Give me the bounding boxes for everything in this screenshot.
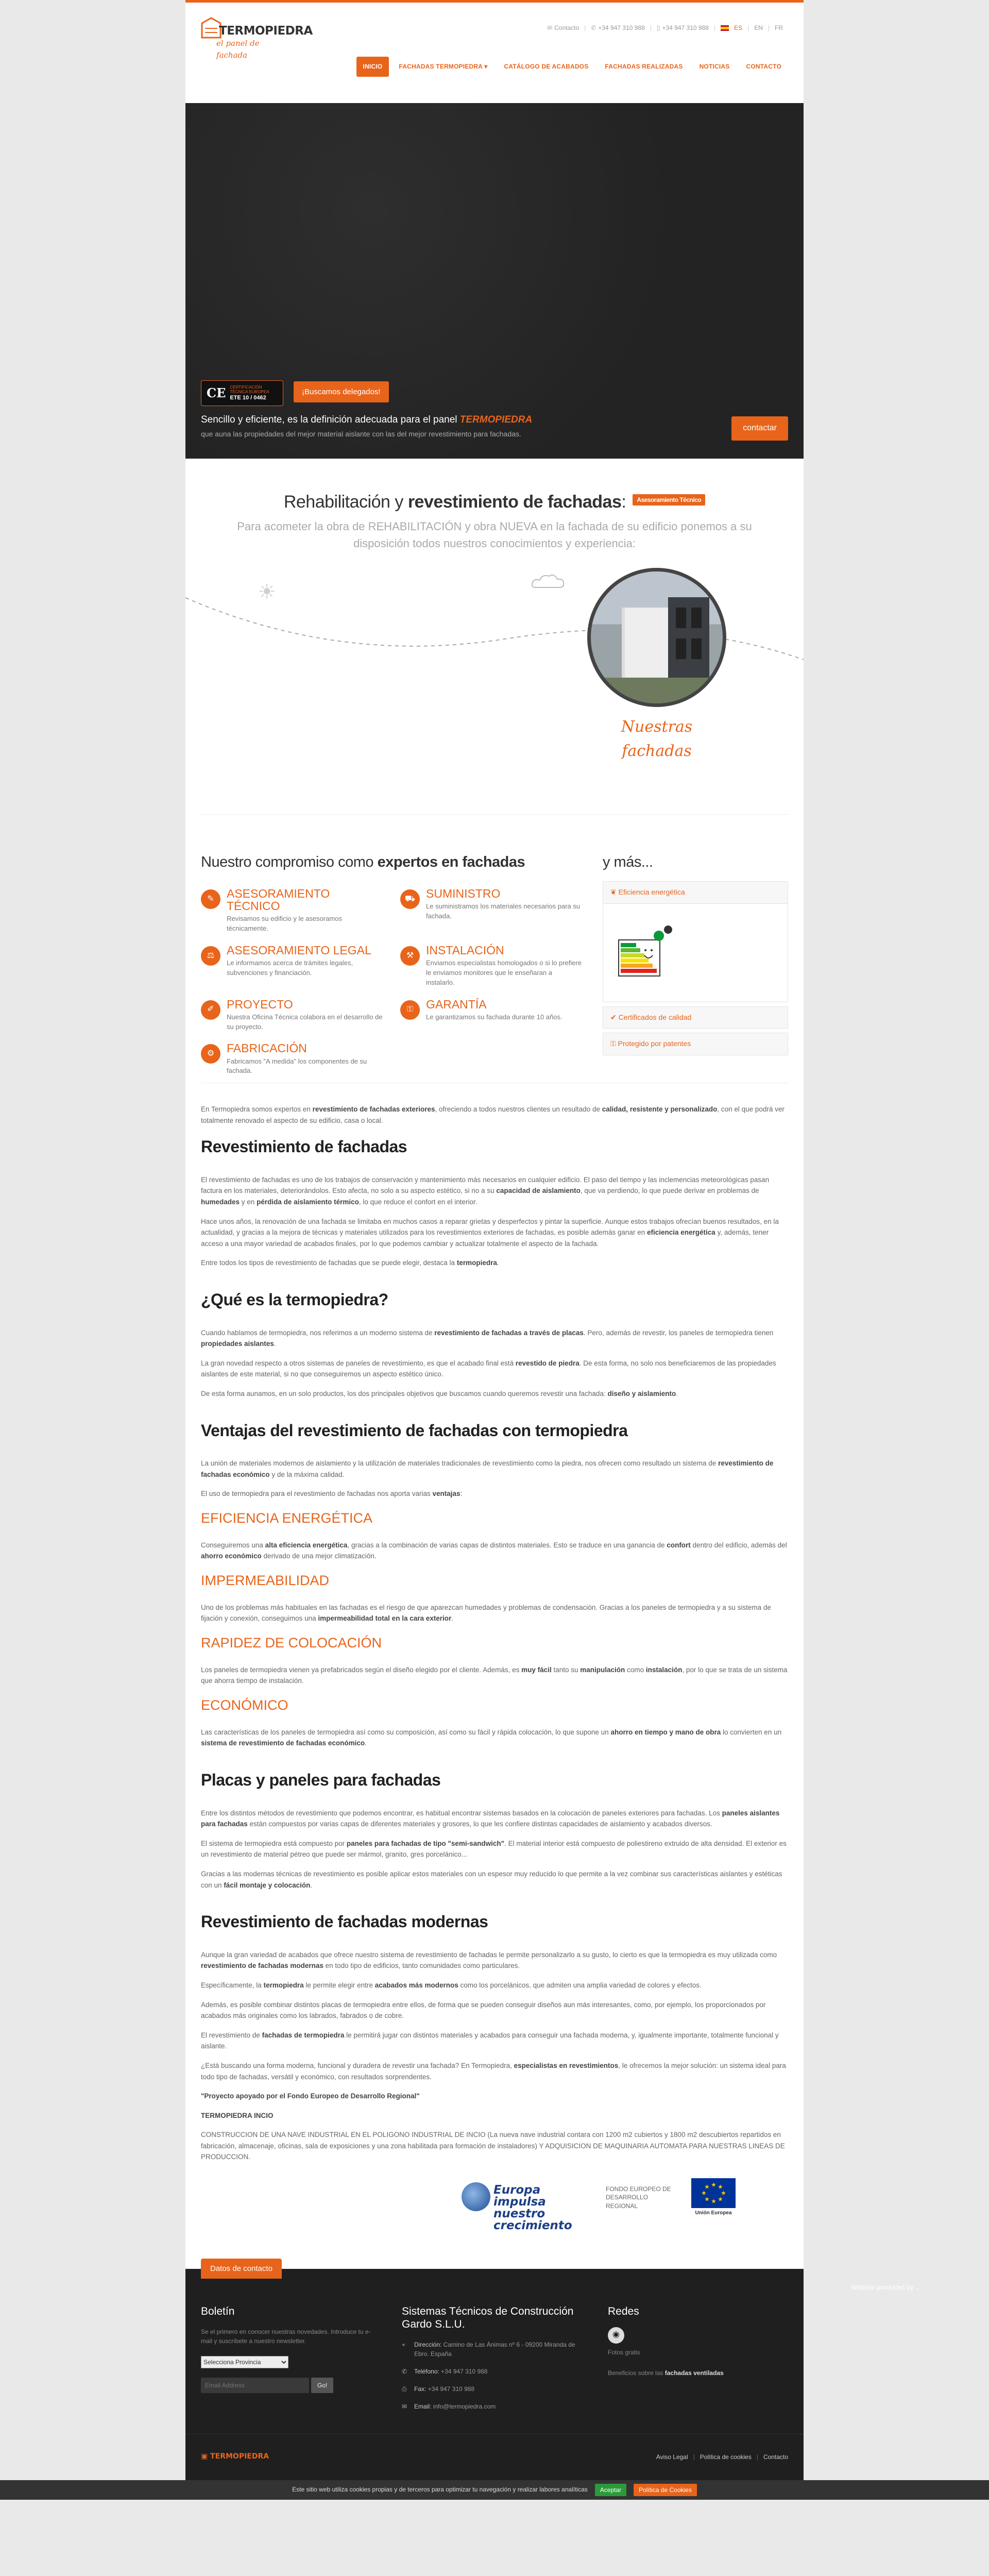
article-paragraph [201,1664,788,1687]
hero-contact-button[interactable]: contactar [731,416,788,441]
intro-subtitle: Para acometer la obra de REHABILITACIÓN y obra NUEVA en la fachada de su edificio ponemos a su disposición todos nuestros conocimientos y experiencia: [237,519,752,550]
divider: | [650,24,652,31]
service-proyecto [201,998,383,1032]
service-title: INSTALACIÓN [426,943,504,957]
social-column [608,2305,762,2419]
newsletter-title: Boletín [201,2305,235,2317]
energy-label-illustration [613,919,675,981]
text: revestimiento de fachadas modernas [201,1962,323,1970]
eu-flag-logo [690,2178,737,2217]
more-features [603,851,788,1062]
text: Entre todos los tipos de revestimiento de fachadas que se puede elegir, destaca la [201,1259,455,1267]
fax-line [402,2384,577,2394]
address-value: Camino de Las Ánimas nº 6 - 09200 Miranda de Ebro. España [414,2341,575,2358]
intro-section [185,459,804,814]
social-label: Fotos gratis [608,2348,640,2356]
project-description: CONSTRUCCION DE UNA NAVE INDUSTRIAL EN EL POLIGONO INDUSTRIAL DE INCIO (La nueva nave industrial contara con 1200 m2 cubiertos y 1800 m2 descubiertos repartidos en fabricación, almacenaje, oficinas, sala de exposiciones y una zona habilitada para formación de instaladores) Y ADQUISICION DE MAQUINARIA AUTOMATA PARA NUESTRAS LINEAS DE PRODUCCION. [201,2131,785,2161]
service-text: Le suministramos los materiales necesarios para su fachada. [426,902,581,920]
divider: | [713,24,716,31]
building-block [668,597,709,685]
article-paragraph [201,1327,788,1350]
text: . [497,1259,499,1267]
text: Gracias a las modernas técnicas de revestimiento es posible aplicar estos materiales con un espesor muy reducido lo que permite a la vez combinar sus características aislantes y estéticas con un [201,1870,782,1889]
seo-article [185,1083,804,2248]
address-label: Dirección: [414,2341,442,2348]
address-line [402,2340,577,2359]
text: humedades [201,1198,240,1206]
newsletter-form [201,2378,371,2393]
text: De esta forma aunamos, en un solo productos, los dos principales objetivos que buscamos cuando queremos revestir una fachada: [201,1389,606,1398]
text: ahorro económico [201,1552,262,1560]
article-paragraph [201,1388,788,1400]
text: derivado de una mejor climatización. [263,1552,377,1560]
article-paragraph [201,2060,788,2082]
footer-contact-link[interactable]: Contacto [763,2453,788,2461]
text: : [460,1490,463,1498]
phone-icon: ✆ [591,24,596,31]
text: alta eficiencia energética [265,1541,348,1549]
commitment-services [201,851,582,1075]
text: . [310,1881,313,1889]
text: "Proyecto apoyado por el Fondo Europeo de Desarrollo Regional" [201,2092,420,2100]
text: manipulación [580,1665,625,1674]
intro-title: Rehabilitación y revestimiento de fachadas: Asesoramiento Técnico [185,489,804,516]
scale-icon: ⚖ [201,946,220,966]
text: confort [667,1541,691,1549]
logo-wordmark: TERMOPIEDRA [219,24,313,38]
ce-code: ETE 10 / 0462 [230,395,266,401]
intro-title-a: Rehabilitación y [283,492,403,512]
company-column [402,2305,577,2419]
newsletter-column [201,2305,371,2419]
ce-line: CERTIFICACIÓN TÉCNICA EUROPEA [230,384,269,395]
divider: | [584,24,586,31]
envelope-icon: ✉ [547,24,553,31]
sun-icon: ☀ [258,581,276,603]
project-name [201,2110,788,2122]
accordion-patentes[interactable] [603,1033,788,1055]
phone-value: +34 947 310 988 [441,2367,488,2375]
intro-badge: Asesoramiento Técnico [633,494,705,506]
benefits-link[interactable] [608,2368,762,2378]
eu-funding-logos [201,2178,737,2232]
hero-brand: TERMOPIEDRA [459,414,533,425]
nav-fachadas-termopiedra[interactable] [392,57,494,77]
service-fabricacion [201,1042,383,1076]
hero-slider [185,103,804,459]
text: , ofreciendo a todos nuestros clientes un resultado de [435,1105,600,1113]
text: El sistema de termopiedra está compuesto por [201,1839,345,1847]
text: . De esta forma, no solo nos beneficiaremos de las propiedades aislantes de este material, si no que conseguiremos un aspecto estético único. [201,1359,776,1378]
cookie-policy-button[interactable]: Política de Cookies [634,2484,697,2496]
feder-label: FONDO EUROPEO DE DESARROLLO REGIONAL [606,2185,671,2210]
service-text: Nuestra Oficina Técnica colabora en el desarrollo de su proyecto. [227,1013,383,1031]
star: ★ [705,2197,709,2203]
site-header [185,3,804,103]
logo-tagline: el panel de fachada [216,39,260,60]
article-paragraph [201,1602,788,1624]
text: , con el que podrá ver totalmente renovado el aspecto de su edificio, casa o local. [201,1105,785,1124]
ce-certification-badge [201,380,283,406]
globe-icon [462,2182,490,2211]
envelope-icon: ✉ [402,2402,407,2410]
service-title: GARANTÍA [426,997,487,1011]
service-title: SUMINISTRO [426,886,501,900]
camera-icon[interactable]: ◉ [608,2327,624,2344]
nav-fachadas-label: FACHADAS TERMOPIEDRA [399,63,483,70]
article-paragraph [201,1257,788,1269]
article-paragraph [201,1980,788,1991]
legal-links [656,2452,788,2462]
service-title: PROYECTO [227,997,293,1011]
divider: | [756,2453,758,2461]
main-nav [356,57,788,77]
services-grid [201,887,582,1076]
email-label: Email: [414,2402,432,2410]
heading-placas: Placas y paneles para fachadas [201,1771,441,1789]
text: paneles para fachadas de tipo "semi-sandwich" [346,1839,505,1847]
fax-icon: ⎙ [402,2385,407,2393]
text: muy fácil [521,1665,552,1674]
email-line [402,2402,577,2411]
fax-value: +34 947 310 988 [428,2385,475,2393]
text: Las características de los paneles de termopiedra así como su composición, así como su fácil y rápida colocación, lo que supone un [201,1728,609,1736]
article-paragraph [201,1808,788,1830]
newsletter-submit-button[interactable]: Go! [311,2378,333,2393]
top-bar [547,23,783,33]
star: ★ [718,2197,723,2203]
text: capacidad de aislamiento [496,1187,581,1195]
text: Cuando hablamos de termopiedra, nos referimos a un moderno sistema de [201,1328,433,1337]
nav-noticias[interactable]: NOTICIAS [699,63,730,70]
eu-union-label: Unión Europea [695,2210,732,2216]
truck-icon: ⛟ [400,889,420,909]
accordion-label: Protegido por patentes [618,1039,691,1048]
text: . El material interior está compuesto de poliestireno extruido de alta densidad. El exterior es un revestimiento de material pétreo que puede ser mármol, granito, gres porcelánico... [201,1839,787,1859]
text: están compuestos por varias capas de diferentes materiales y grosores, lo que les confiere distintas capacidades de aislamiento y acabados diversos. [249,1820,712,1828]
delegates-button[interactable]: ¡Buscamos delegados! [294,381,389,402]
eu-slogan-text: Europa impulsa nuestro crecimiento [493,2183,572,2232]
phone-link-1[interactable] [591,23,644,33]
text: TERMOPIEDRA INCIO [201,2111,274,2119]
text: revestimiento de fachadas exteriores [312,1105,435,1113]
hero-subline: que auna las propiedades del mejor material aislante con las del mejor revestimiento para fachadas. [201,430,521,438]
text: Uno de los problemas más habituales en las fachadas es el riesgo de que aparezcan humedades y problemas de condensación. Gracias a los paneles de termopiedra y a su sistema de fijación y conexión, conseguimos una [201,1603,771,1623]
hero-headline-text: Sencillo y eficiente, es la definición adecuada para el panel [201,414,457,425]
text: fachadas ventiladas [664,2369,724,2377]
phone-label: Teléfono: [414,2367,439,2375]
text: pérdida de aislamiento térmico [257,1198,359,1206]
hero-headline [201,412,532,427]
accordion-body [603,904,788,1002]
text: termopiedra [456,1259,497,1267]
lang-en[interactable]: EN [754,24,763,31]
article-paragraph [201,1488,788,1500]
text: Beneficios sobre las [608,2369,663,2377]
text: tanto su [553,1665,578,1674]
ground [591,678,723,703]
article-paragraph: Además, es posible combinar distintos placas de termopiedra entre ellos, de forma que se pueden conseguir diseños aun más interesantes, como, por ejemplo, los proporcionados por acabados más originales como los labrados, fabrados o de cobre. [201,2000,766,2020]
text: ventajas [432,1490,461,1498]
text: lo convierten en un [723,1728,782,1736]
service-asesoramiento-tecnico [201,887,383,934]
side-credit-text: Website produced by ... [850,2283,922,2291]
contact-link-label: Contacto [554,24,579,31]
window [691,608,702,628]
footer-contact-tab: Datos de contacto [201,2259,282,2279]
province-select[interactable] [201,2356,288,2368]
star: ★ [702,2191,706,2197]
building-block [622,608,673,685]
article-paragraph [201,1216,788,1250]
star: ★ [718,2184,723,2191]
footer-columns [185,2269,804,2419]
window [691,638,702,659]
text: acabados más modernos [374,1981,458,1989]
nav-fachadas-realizadas[interactable]: FACHADAS REALIZADAS [605,63,683,70]
text: El revestimiento de [201,2031,260,2039]
text: revestido de piedra [515,1359,579,1367]
heading-economico: ECONÓMICO [201,1697,288,1713]
text: El uso de termopiedra para el revestimiento de fachadas nos aporta varias [201,1490,431,1498]
nav-catalogo[interactable]: CATÁLOGO DE ACABADOS [504,63,589,70]
nav-contacto[interactable]: CONTACTO [746,63,781,70]
star: ★ [711,2199,716,2205]
text: . [451,1614,454,1623]
article-paragraph [201,1727,788,1749]
tools-icon: ⚒ [400,946,420,966]
accordion-eficiencia [603,881,788,1002]
text: , lo que reduce el confort en el interior. [359,1198,478,1206]
article-paragraph [201,1104,788,1126]
text: como los porcelánicos, que admiten una amplia variedad de colores y efectos. [460,1981,702,1989]
facade-photo[interactable] [587,568,726,707]
lock-icon: ⚿ [610,1039,616,1048]
chevron-down-icon: ▾ [484,63,488,70]
service-suministro [400,887,582,934]
page-wrapper [185,0,804,2480]
text: La unión de materiales modernos de aislamiento y la utilización de materiales tradicionales de revestimiento como la piedra, nos ofrecen como resultado un sistema de [201,1459,717,1468]
spain-flag-icon [721,25,729,31]
heading-modernas: Revestimiento de fachadas modernas [201,1912,488,1931]
lang-fr[interactable]: FR [775,24,783,31]
text: diseño y aislamiento [607,1389,676,1398]
cookie-bar [0,2480,989,2500]
article-paragraph [201,1949,788,1972]
service-text: Le garantizamos su fachada durante 10 años. [426,1013,562,1021]
text: Los paneles de termopiedra vienen ya prefabricados según el diseño elegido por el cliente. Además, es [201,1665,520,1674]
service-garantia [400,998,582,1032]
text: . [274,1340,276,1348]
service-asesoramiento-legal [201,944,383,988]
fax-label: Fax: [414,2385,427,2393]
heading-impermeabilidad: IMPERMEABILIDAD [201,1572,330,1588]
text: propiedades aislantes [201,1340,274,1348]
text: , que va perdiendo, lo que puede derivar en problemas de [580,1187,759,1195]
text: . Pero, además de revestir, los paneles de termopiedra tienen [583,1328,774,1337]
company-title: Sistemas Técnicos de Construcción Gardo S.L.U. [402,2305,574,2330]
text: , por lo que se trata de un sistema que ahorra tiempo de instalación. [201,1665,788,1685]
text: El revestimiento de fachadas es uno de los trabajos de conservación y mantenimiento más necesarios en cualquier edificio. El paso del tiempo y las inclemencias meteorológicas pasan factura en los materiales, deteriorándolos. Esto afecta, no solo a su aspecto estético, si no a su [201,1175,770,1195]
intro-title-b: revestimiento de fachadas [407,492,622,512]
text: y de la máxima calidad. [271,1470,345,1478]
text: instalación [645,1665,683,1674]
text: eficiencia energética [646,1228,715,1237]
text: le permite elegir entre [305,1981,373,1989]
phone-link-2[interactable] [657,23,709,33]
star: ★ [705,2184,709,2191]
pencil-icon: ✐ [201,1000,220,1020]
text: . [676,1389,678,1398]
text: dentro del edificio, además del [692,1541,787,1549]
ce-mark-icon: CE [207,385,226,401]
social-title: Redes [608,2305,639,2317]
lang-es[interactable]: ES [734,24,743,31]
text: como [627,1665,644,1674]
cookie-policy-link[interactable]: Política de cookies [700,2453,752,2461]
text: En Termopiedra somos expertos en [201,1105,311,1113]
text: Hace unos años, la renovación de una fachada se limitaba en muchos casos a reparar grietas y desperfectos y pintar la superficie. Aunque estos trabajos ofrecían buenos resultados, en la actualidad, y gracias a la mejora de técnicas y materiales utilizados para los revestimientos exteriores de fachadas, es posible además ganar en [201,1217,779,1237]
site-footer [185,2264,804,2480]
cookie-accept-button[interactable]: Aceptar [595,2484,626,2496]
service-title: ASESORAMIENTO TÉCNICO [227,886,330,913]
article-paragraph [201,1358,788,1380]
footer-logo[interactable]: ▣ TERMOPIEDRA [201,2452,269,2461]
text: . [365,1739,367,1747]
gear-icon: ⚙ [201,1044,220,1064]
text: paneles aislantes para fachadas [201,1809,780,1828]
contact-link[interactable] [547,23,579,33]
service-text: Revisamos su edificio y le asesoramos técnicamente. [227,915,342,933]
text: ¿Está buscando una forma moderna, funcional y duradera de revestir una fachada? En Termopiedra, [201,2061,512,2069]
text: revestimiento de fachadas a través de placas [434,1328,584,1337]
article-paragraph [201,1174,788,1208]
text: impermeabilidad total en la cara exterior [318,1614,452,1623]
article-paragraph [201,1540,788,1562]
text: , le ofrecemos la mejor solución: un sistema ideal para todo tipo de fachadas, versátil y económico, con resultados sorprendentes. [201,2061,786,2081]
window [676,638,686,659]
feder-note [201,2091,788,2102]
newsletter-email-input[interactable] [201,2378,309,2393]
nav-inicio[interactable]: INICIO [356,57,389,77]
more-title: y más... [603,854,653,870]
text: y en [241,1198,255,1206]
lock-icon: ⚿ [400,1000,420,1020]
phone-2: +34 947 310 988 [662,24,709,31]
footer-bottom-bar [185,2434,804,2480]
phone-1: +34 947 310 988 [598,24,645,31]
mobile-icon: ▯ [656,24,660,31]
accordion-header[interactable] [603,882,788,904]
text: fachadas de termopiedra [262,2031,345,2039]
phone-line [402,2367,577,2376]
commitment-title [201,851,582,874]
eu-flag-icon [691,2178,736,2208]
commitment-section [185,815,804,1083]
accordion-certificados[interactable] [603,1006,788,1029]
service-text: Enviamos especialistas homologados o si lo prefiere le enviamos monitores que le enseñaran a instalarlo. [426,959,582,986]
text: calidad, resistente y personalizado [602,1105,718,1113]
nuestras-fachadas-link[interactable]: Nuestras fachadas [621,718,693,760]
heading-eficiencia: EFICIENCIA ENERGÉTICA [201,1510,373,1526]
email-link[interactable]: info@termopiedra.com [433,2402,496,2410]
leaf-icon: ❦ [610,887,617,896]
logo[interactable] [201,17,313,74]
article-paragraph [201,1458,788,1480]
phone-icon: ✆ [402,2367,407,2375]
text: termopiedra [263,1981,304,1989]
europa-impulsa-logo [459,2181,593,2232]
text: sistema de revestimiento de fachadas económico [201,1739,365,1747]
ce-text [230,385,278,401]
service-title: ASESORAMIENTO LEGAL [227,943,371,957]
text: Conseguiremos una [201,1541,263,1549]
divider: | [747,24,749,31]
text: La gran novedad respecto a otros sistemas de paneles de revestimiento, es que el acabado final está [201,1359,514,1367]
article-paragraph [201,1868,788,1891]
text: especialistas en revestimientos [514,2061,619,2069]
text: Aunque la gran variedad de acabados que ofrece nuestro sistema de revestimiento de fachadas le permite personalizarlo a su gusto, lo cierto es que la termopiedra es muy utilizada como [201,1950,777,1959]
heading-revestimiento: Revestimiento de fachadas [201,1137,407,1156]
divider: | [693,2453,695,2461]
star: ★ [711,2182,716,2188]
accordion-label: Eficiencia energética [618,887,685,896]
wrench-icon: ✎ [201,889,220,909]
cookie-text: Este sitio web utiliza cookies propias y de terceros para optimizar tu navegación y realizar labores analíticas [292,2486,588,2494]
commitment-title-a: Nuestro compromiso como [201,854,373,870]
heading-que-es: ¿Qué es la termopiedra? [201,1290,388,1309]
text: , gracias a la combinación de varias capas de distintos materiales. Esto se traduce en una ganancia de [347,1541,665,1549]
service-text: Fabricamos "A medida" los componentes de su fachada. [227,1057,367,1075]
map-pin-icon: ⌖ [402,2341,405,2348]
service-text: Le informamos acerca de trámites legales, subvenciones y financiación. [227,959,353,976]
text: le permitirá jugar con distintos materiales y acabados para conseguir una fachada moderna, y, igualmente importante, totalmente funcional y aislante. [201,2031,779,2050]
star: ★ [721,2191,726,2197]
text: y, además, tener acceso a una mayor variedad de acabados finales, por lo que podemos cambiar y actualizar totalmente el aspecto de la fachada. [201,1228,769,1248]
aviso-legal-link[interactable]: Aviso Legal [656,2453,688,2461]
newsletter-text: Se el primero en conocer nuestras novedades. Introduce tu e-mail y suscríbete a nuestro newsletter. [201,2328,371,2345]
window [676,608,686,628]
accordion-label: Certificados de calidad [618,1013,692,1021]
service-title: FABRICACIÓN [227,1041,307,1055]
text: revestimiento de fachadas económico [201,1459,774,1478]
commitment-title-b: expertos en fachadas [377,854,525,870]
text: en todo tipo de edificios, tanto comunidades como particulares. [325,1962,520,1970]
text: fácil montaje y colocación [224,1881,311,1889]
service-instalacion [400,944,582,988]
check-circle-icon: ✔ [610,1013,617,1021]
text: Específicamente, la [201,1981,262,1989]
heading-ventajas: Ventajas del revestimiento de fachadas con termopiedra [201,1421,628,1440]
text: ahorro en tiempo y mano de obra [610,1728,721,1736]
article-paragraph [201,2030,788,2052]
text: Entre los distintos métodos de revestimiento que podemos encontrar, es habitual encontrar sistemas basados en la colocación de paneles exteriores para fachadas. Los [201,1809,720,1817]
heading-rapidez: RAPIDEZ DE COLOCACIÓN [201,1635,382,1651]
divider: | [768,24,770,31]
article-paragraph [201,1838,788,1860]
